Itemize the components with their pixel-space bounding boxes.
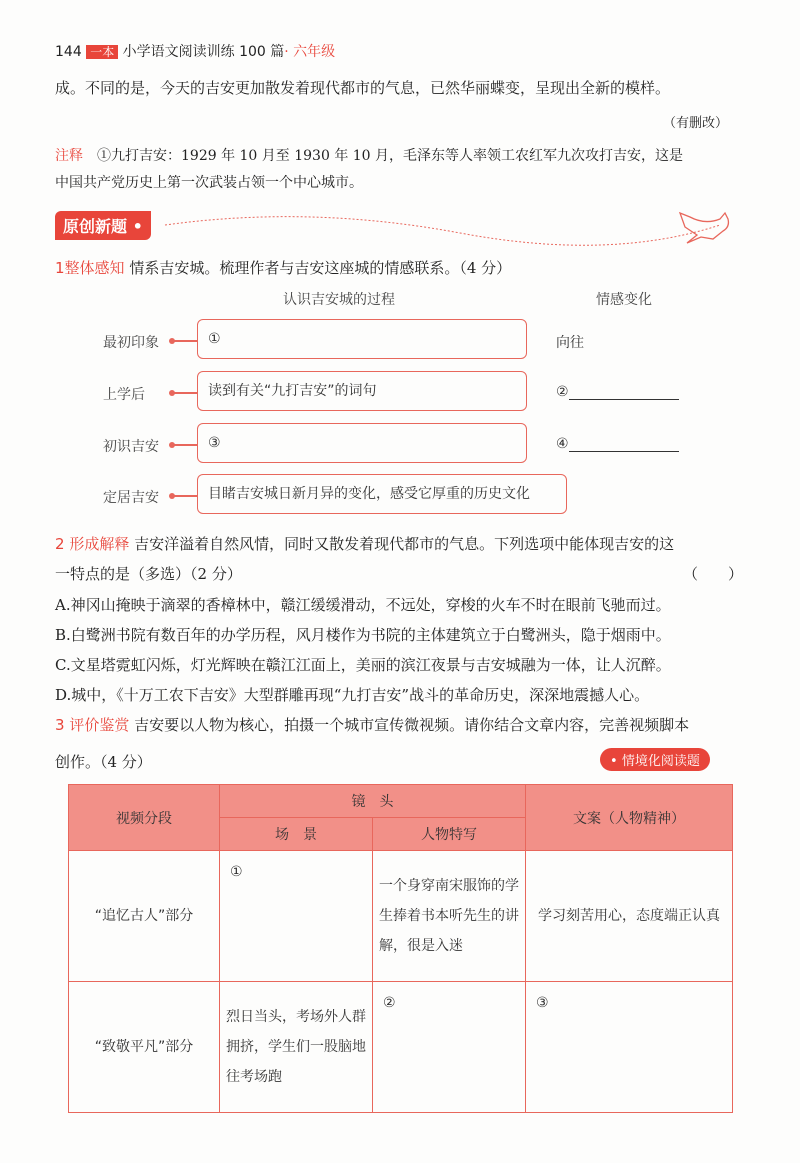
source-note: （有删改） bbox=[663, 116, 729, 131]
note-label: 注释 bbox=[55, 148, 83, 164]
table-row: “致敬平凡”部分 烈日当头，考场外人群拥挤，学生们一股脑地往考场跑 ② ③ bbox=[69, 982, 733, 1113]
book-title: 小学语文阅读训练 100 篇 bbox=[122, 44, 285, 60]
option-d: D.城中，《十万工农下吉安》大型群雕再现“九打吉安”战斗的革命历史，深深地震撼人心。 bbox=[55, 686, 650, 704]
header-shot: 镜 头 bbox=[220, 785, 526, 818]
column-heading: 认识吉安城的过程 bbox=[283, 292, 395, 308]
option-a: A.神冈山掩映于滴翠的香樟林中，赣江缓缓滑动，不远处，穿梭的火车不时在眼前飞驰而过。 bbox=[55, 596, 671, 614]
stage-label: 上学后 bbox=[103, 387, 145, 403]
stage-label: 最初印象 bbox=[103, 335, 159, 351]
question-text: 一特点的是（多选）（2 分） bbox=[55, 565, 242, 583]
passage-text: 成。不同的是，今天的吉安更加散发着现代都市的气息，已然华丽蝶变，呈现出全新的模样。 bbox=[55, 79, 671, 97]
emotion-text: 向往 bbox=[556, 335, 584, 351]
stage-label: 初识吉安 bbox=[103, 439, 159, 455]
answer-cell[interactable]: ② bbox=[373, 982, 526, 1113]
question-tag: 形成解释 bbox=[69, 535, 130, 553]
cat-decoration-icon bbox=[160, 205, 750, 250]
question-tag: 评价鉴赏 bbox=[69, 716, 130, 734]
question-text: 情系吉安城。梳理作者与吉安这座城的情感联系。（4 分） bbox=[129, 259, 512, 277]
answer-paren[interactable]: （ ） bbox=[683, 565, 744, 583]
emotion-blank[interactable]: ④ bbox=[556, 436, 569, 452]
header-segment: 视频分段 bbox=[69, 785, 220, 851]
option-b: B.白鹭洲书院有数百年的办学历程，风月楼作为书院的主体建筑立于白鹭洲头，隐于烟雨中。 bbox=[55, 626, 671, 644]
header-copy: 文案（人物精神） bbox=[526, 785, 733, 851]
question-tag: 整体感知 bbox=[64, 259, 125, 277]
question-text: 吉安要以人物为核心，拍摄一个城市宣传微视频。请你结合文章内容，完善视频脚本 bbox=[134, 716, 690, 734]
brand-badge: 一本 bbox=[86, 45, 118, 59]
answer-box: 读到有关“九打吉安”的词句 bbox=[197, 371, 527, 411]
note-text: 中国共产党历史上第一次武装占领一个中心城市。 bbox=[55, 175, 363, 191]
question-text: 吉安洋溢着自然风情，同时又散发着现代都市的气息。下列选项中能体现吉安的这 bbox=[134, 535, 675, 553]
header-scene: 场 景 bbox=[220, 818, 373, 851]
question-text: 创作。（4 分） bbox=[55, 753, 152, 771]
section-badge: 原创新题 • bbox=[55, 211, 151, 240]
answer-box[interactable]: ③ bbox=[197, 423, 527, 463]
option-c: C.文星塔霓虹闪烁，灯光辉映在赣江江面上，美丽的滨江夜景与吉安城融为一体，让人沉醉。 bbox=[55, 656, 671, 674]
script-table bbox=[68, 784, 733, 1113]
column-heading: 情感变化 bbox=[596, 292, 652, 308]
textbook-page: 144 一本 小学语文阅读训练 100 篇· 六年级 成。不同的是，今天的吉安更加散发着现代都市的气息，已然华丽蝶变，呈现出全新的模样。 （有删改） 注释 ①九打吉安：1929 年 10 月至 1930 年 10 月，毛泽东等人率领工农红军九次攻打吉安，这是 中国共产党历史上第一次武装占领一个中心城市。 原创新题 • 1整体感知 情系吉安城。梳理作者与吉安这座城的情感联系。（4 分） 认识吉安城的过程 情感变化 最初印象 ① 向往 上学后 读到有关“九打吉安”的词句 ② 初识吉安 ③ ④ 定居吉安 目睹吉安城日新月异的变化，感受它厚重的历史文化 2 形成解释 吉安洋溢着自然风情，同时又散发着现代都市的气息。下列选项中能体现吉安的这 一特点的是（多选）（2 分） （ ） A.神冈山掩映于滴翠的香樟林中，赣江缓缓滑动，不远处，穿梭的火车不时在眼前飞驰而过。 B.白鹭洲书院有数百年的办学历程，风月楼作为书院的主体建筑立于白鹭洲头，隐于烟雨中。 C.文星塔霓虹闪烁，灯光辉映在赣江江面上，美丽的滨江夜景与吉安城融为一体，让人沉醉。 D.城中，《十万工农下吉安》大型群雕再现“九打吉安”战斗的革命历史，深深地震撼人心。 3 评价鉴赏 吉安要以人物为核心，拍摄一个城市宣传微视频。请你结合文章内容，完善视频脚本 创作。（4 分） • 情境化阅读题 视频分段 镜 头 文案（人物精神） 场 景 人物特写 “追忆古人”部分 ① 一个身穿南宋服饰的学生捧着书本听先生的讲解，很是入迷 学习刻苦用心，态度端正认真 “致敬平凡”部分 烈日当头，考场外人群拥挤，学生们一股脑地往考场跑 ② ③ bbox=[0, 0, 800, 1163]
grade-label: · 六年级 bbox=[284, 44, 336, 60]
answer-box[interactable]: ① bbox=[197, 319, 527, 359]
answer-box: 目睹吉安城日新月异的变化，感受它厚重的历史文化 bbox=[197, 474, 567, 514]
page-number: 144 bbox=[55, 44, 82, 60]
table-row: “追忆古人”部分 ① 一个身穿南宋服饰的学生捧着书本听先生的讲解，很是入迷 学习刻苦用心，态度端正认真 bbox=[69, 851, 733, 982]
answer-cell[interactable]: ① bbox=[220, 851, 373, 982]
header-closeup: 人物特写 bbox=[373, 818, 526, 851]
emotion-blank[interactable]: ② bbox=[556, 384, 569, 400]
context-badge: • 情境化阅读题 bbox=[600, 748, 710, 771]
running-header bbox=[55, 41, 335, 61]
answer-cell[interactable]: ③ bbox=[526, 982, 733, 1113]
note-text: ①九打吉安：1929 年 10 月至 1930 年 10 月，毛泽东等人率领工农红军九次攻打吉安，这是 bbox=[97, 148, 684, 164]
stage-label: 定居吉安 bbox=[103, 490, 159, 506]
